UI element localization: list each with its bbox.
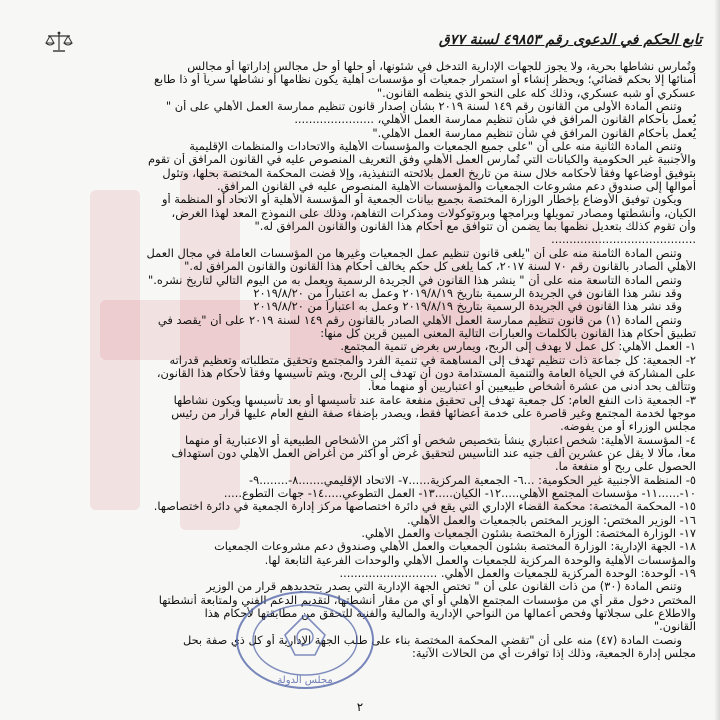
text-line: وتنص المادة الأولى من القانون رقم ١٤٩ لسنة ٢٠١٩ بشأن إصدار قانون تنظيم ممارسة العمل الأهلي على أن " [165,100,682,114]
text-line: والأجنبية غير الحكومية والكيانات التي تُمارس العمل الأهلي وفق التعريف المنصوص عليه في القانون المرافق أن تقوم [147,153,696,167]
text-line: ٥- المنظمة الأجنبية غير الحكومية: ...٦- الجمعية المركزية......٧- الاتحاد الإقليمي.......٨-........٩- [248,473,696,487]
text-line: ١٠-......١١- مؤسسات المجتمع الأهلي.....١٢- الكيان.....١٣- العمل التطوعي.....١٤- جهات التطوع..... [223,487,696,500]
text-line: ونصت المادة (٤٧) منه على أن "تقضي المحكمة المختصة بناء على طلب الجهة الإدارية أو كل ذي صفة بحل [182,633,682,647]
document-header [30,30,702,56]
text-line: القانون." [653,620,696,634]
text-line: مجلس إدارة الجمعية، وذلك إذا توافرت أي من الحالات الآتية: [412,647,696,661]
text-line: وتنص المادة التاسعة منه على أن " ينشر هذا القانون في الجريدة الرسمية ويعمل به من اليوم التالي لتاريخ نشره." [148,273,682,287]
page-number: ٢ [356,700,364,714]
text-line: موجها لخدمة المجتمع وغير قاصرة على خدمة أعضائها فقط، ويصدر بإضفاء صفة النفع العام عليها قرار من رئيس [171,406,696,420]
text-line: يُعمل بأحكام القانون المرافق في شأن تنظيم ممارسة العمل الأهلي، ...................... [294,113,696,127]
text-line: على المشاركة في الحياة العامة والتنمية المستدامة دون أن تهدف إلى الربح، ويتم تأسيسها وفقاً لأحكام هذا القانون، [156,366,696,380]
text-line: بتوفيق أوضاعها وفقاً لأحكامه خلال سنة من تاريخ العمل بلائحته التنفيذية، وإلا قضت المحكمة المختصة بحلها، وتئول [162,166,696,180]
text-line: وقد نشر هذا القانون في الجريدة الرسمية بتاريخ ٢٠١٩/٨/١٩ وعمل به اعتباراً من ٢٠١٩/٨/٢٠ [253,286,682,300]
text-line: المختص دخول مقر أي من مؤسسات المجتمع الأهلي أو أي من مقار أنشطتها، لتقديم الدعم الفني ولمتابعة أنشطتها [158,593,696,607]
text-line: ٤- المؤسسة الأهلية: شخص اعتباري ينشأ بتخصيص شخص أو أكثر من الأشخاص الطبيعية أو الاعتبارية أو منهما [185,433,696,447]
text-line: ١- العمل الأهلي: كل عمل لا يهدف إلى الربح، ويمارس بغرض تنمية المجتمع. [340,340,696,354]
document-body [22,60,696,660]
text-line: تطبيق أحكام هذا القانون بالكلمات والعبارات التالية المعنى المبين قرين كل منها: [320,326,696,340]
text-line: أمنائها إلا بحكم قضائي؛ ويحظر إنشاء أو استمرار جمعيات أو مؤسسات أهلية يكون نظامها أو نشاطها سرياً أو ذا طابع [153,73,696,87]
page-edge-shadow [714,0,720,720]
text-line: الحصول على ربح أو منفعة ما. [555,460,696,474]
text-line: الكيان، وأنشطتها ومصادر تمويلها وبرامجها وبروتوكولات ومذكرات التفاهم، وذلك على النموذج المعد لهذا الغرض، [171,206,696,220]
case-reference-title: تابع الحكم في الدعوى رقم ٤٩٨٥٣ لسنة ٧٧ق [438,32,702,48]
text-line: ٢- الجمعية: كل جماعة ذات تنظيم تهدف إلى المساهمة في تنمية الفرد والمجتمع وتحقيق متطلباته وتعظيم قدراته [169,353,696,367]
stamp-label: مجلس الدولة [277,675,333,686]
text-line: ١٧- الوزارة المختصة: الوزارة المختصة بشئون الجمعيات والعمل الأهلي. [361,527,696,541]
text-line: وتنص المادة الثامنة منه على أن "يلغى قانون تنظيم عمل الجمعيات وغيرها من المؤسسات العاملة في مجال العمل [146,246,682,260]
text-line: أموالها إلى صندوق دعم مشروعات الجمعيات والمؤسسات الأهلية المنصوص عليه في القانون المرافق. [217,180,696,194]
text-line: عسكري أو شبه عسكري، وذلك كله على النحو الذي ينظمه القانون." [376,86,696,100]
text-line: ويكون توفيق الأوضاع بإخطار الوزارة المختصة بجميع بيانات الجمعية أو المؤسسة الأهلية أو الاتحاد أو المنظمة أو [162,193,682,207]
text-line: وقد نشر هذا القانون في الجريدة الرسمية بتاريخ ٢٠١٩/٨/١٩ وعمل به اعتباراً من ٢٠١٩/٨/٢٠ [253,300,682,314]
text-line: وأن تقوم كذلك بتعديل نظمها بما يضمن أن تتوافق مع أحكام هذا القانون والقانون المرافق له." [254,220,696,234]
text-line: معاً، مالا لا يقل عن عشرين ألف جنيه عند التأسيس لتحقيق غرض أو أكثر من أغراض العمل الأهلي دون استهداف [171,446,696,460]
text-line: ١٥- المحكمة المختصة: محكمة القضاء الإداري التي يقع في دائرة اختصاصها مركز إدارة الجمعية في دائرة اختصاصها. [153,500,696,514]
text-line: وتتألف بحد أدنى من عشرة أشخاص طبيعيين أو اعتباريين أو منهما معاً. [367,380,696,394]
text-line: والاطلاع على سجلاتها وفحص أعمالها من النواحي الإدارية والمالية والفنية للتحقق من مطابقتها لأحكام هذا [204,607,696,621]
text-line: والمؤسسات الأهلية والوحدة المركزية للجمعيات والعمل الأهلي والوحدات الفرعية التابعة لها. [264,553,696,567]
text-line: وتنص المادة (٣٠) من ذات القانون على أن " تختص الجهة الإدارية التي يصدر بتحديدهم قرار من الوزير [206,580,682,594]
text-line: ........................................ [551,233,696,247]
text-line: ١٨- الجهة الإدارية: الوزارة المختصة بشئون الجمعيات والعمل الأهلي وصندوق دعم مشروعات الجمعيات [214,540,696,554]
text-line: ٣- الجمعية ذات النفع العام: كل جمعية تهدف إلى تحقيق منفعة عامة عند تأسيسها أو بعد تأسيسها ويكون نشاطها [173,393,696,407]
text-line: الأهلي الصادر بالقانون رقم ٧٠ لسنة ٢٠١٧، كما يلغى كل حكم يخالف أحكام هذا القانون والقانون المرافق له." [184,260,696,274]
text-line: يُعمل بأحكام القانون المرافق في شأن تنظيم ممارسة العمل الأهلي." [372,126,696,140]
scales-of-justice-icon [44,30,74,54]
text-line: مجلس الوزراء أو من يفوضه. [560,420,696,434]
official-stamp-icon [230,585,380,695]
text-line: ١٩- الوحدة: الوحدة المركزية للجمعيات والعمل الأهلي. ........................... [339,567,696,581]
text-line: وتُمارس نشاطها بحرية، ولا يجوز للجهات الإدارية التدخل في شئونها، أو حلها أو حل مجالس إداراتها أو مجالس [187,60,696,73]
text-line: وتنص المادة الثانية منه على أن "على جميع الجمعيات والمؤسسات الأهلية والاتحادات والمنظمات الإقليمية [189,140,682,154]
text-line: وتنص المادة (١) من قانون تنظيم ممارسة العمل الأهلي الصادر بالقانون رقم ١٤٩ لسنة ٢٠١٩ على أن "يقصد في [157,313,682,327]
text-line: ١٦- الوزير المختص: الوزير المختص بالجمعيات والعمل الأهلي. [407,513,696,527]
